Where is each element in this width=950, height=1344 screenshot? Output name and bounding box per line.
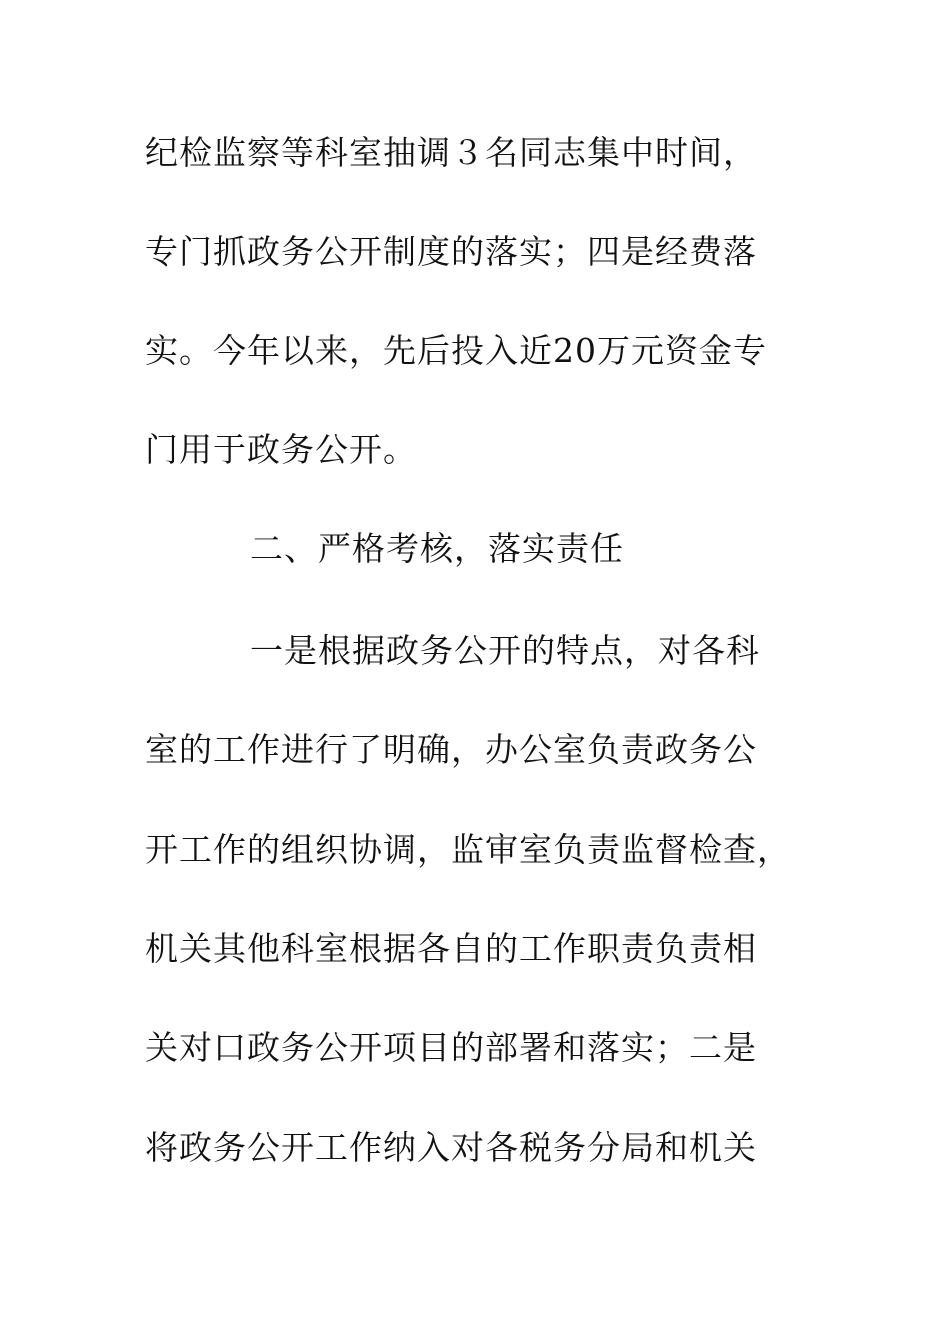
body-text-line: 室的工作进行了明确，办公室负责政务公 — [145, 730, 757, 769]
paragraph-first-line: 一是根据政务公开的特点，对各科 — [250, 631, 760, 670]
body-text-line: 专门抓政务公开制度的落实；四是经费落 — [145, 232, 757, 271]
section-heading: 二、严格考核，落实责任 — [250, 529, 624, 568]
body-text-line: 纪检监察等科室抽调３名同志集中时间， — [145, 133, 757, 172]
body-text-line: 门用于政务公开。 — [145, 430, 417, 469]
body-text-line: 实。今年以来，先后投入近20万元资金专 — [145, 331, 767, 370]
body-text-line: 将政务公开工作纳入对各税务分局和机关 — [145, 1128, 757, 1167]
body-text-line: 关对口政务公开项目的部署和落实；二是 — [145, 1028, 757, 1067]
body-text-line: 机关其他科室根据各自的工作职责负责相 — [145, 929, 757, 968]
body-text-line: 开工作的组织协调，监审室负责监督检查， — [145, 830, 791, 869]
